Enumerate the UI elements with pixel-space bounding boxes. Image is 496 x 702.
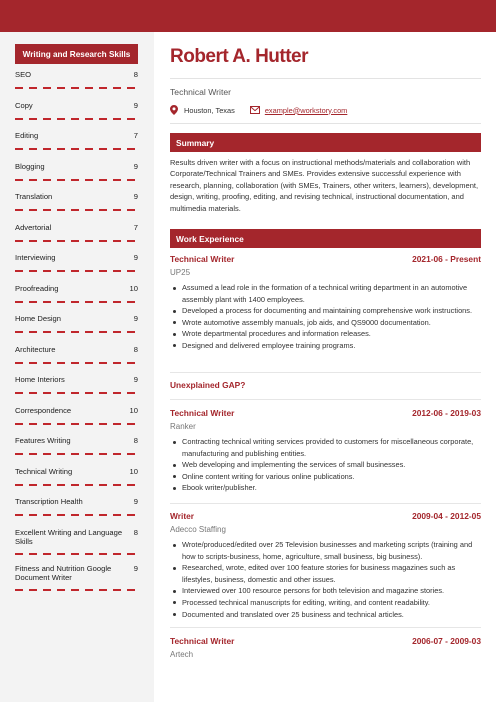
- bullet-item: Wrote automotive assembly manuals, job aids, and QS9000 documentation.: [170, 317, 481, 329]
- skill-score: 9: [133, 253, 138, 262]
- skill-rating-dashes: [15, 148, 138, 150]
- job-dates: 2012-06 - 2019-03: [412, 408, 481, 418]
- skill-name: Home Design: [15, 314, 62, 323]
- divider: [170, 503, 481, 504]
- bullet-item: Contracting technical writing services provided to customers for miscellaneous corporate, manufacturing and publishing entities.: [170, 436, 481, 459]
- skill-score: 9: [133, 192, 138, 201]
- bullet-item: Wrote departmental procedures and information releases.: [170, 328, 481, 340]
- candidate-name: Robert A. Hutter: [170, 46, 309, 67]
- bullet-item: Designed and delivered employee training programs.: [170, 340, 481, 352]
- summary-heading: Summary: [170, 133, 481, 152]
- location-text: Houston, Texas: [184, 105, 235, 115]
- skill-score: 7: [133, 222, 138, 232]
- summary-text: Results driven writer with a focus on instructional methods/materials and collaboration with Corporate/Technical Trainers and SMEs. Provides extensive successful experience with research, planning, collaboration (with SMEs, Trainers, other writers, learners), development, design, writing, proofing, editing, and revising technical, instructional documentation, and multimedia materials.: [170, 158, 479, 213]
- skill-name: Blogging: [15, 161, 45, 171]
- job-dates: 2021-06 - Present: [412, 254, 481, 264]
- skill-item: [15, 310, 138, 341]
- skill-rating-dashes: [15, 331, 138, 333]
- gap-label: Unexplained GAP?: [170, 380, 246, 390]
- skill-rating-dashes: [15, 514, 138, 516]
- job-company: Adecco Staffing: [170, 525, 226, 534]
- skill-name: Excellent Writing and Language Skills: [15, 527, 123, 546]
- skill-score: 8: [133, 436, 138, 445]
- job-entry: [170, 636, 481, 659]
- skill-rating-dashes: [15, 270, 138, 272]
- skill-item: [15, 432, 138, 463]
- skill-score: 10: [129, 405, 138, 415]
- job-title: Technical Writer: [170, 408, 235, 418]
- skill-score: 8: [133, 527, 138, 537]
- skill-score: 10: [129, 283, 138, 293]
- skill-rating-dashes: [15, 553, 138, 555]
- skill-item: [15, 188, 138, 219]
- job-entry: [170, 254, 481, 352]
- divider: [170, 627, 481, 628]
- skill-name: Copy: [15, 100, 33, 110]
- skill-score: 8: [133, 70, 138, 79]
- skill-rating-dashes: [15, 392, 138, 394]
- skill-rating-dashes: [15, 179, 138, 181]
- bullet-item: Interviewed over 100 resource persons for both television and magazine stories.: [170, 585, 481, 597]
- skill-item: [15, 66, 138, 97]
- skill-name: Interviewing: [15, 253, 56, 262]
- skill-name: Proofreading: [15, 283, 59, 293]
- skill-item: [15, 560, 138, 596]
- skill-item: [15, 493, 138, 524]
- skill-name: Translation: [15, 192, 53, 201]
- skill-item: [15, 402, 138, 433]
- skill-score: 9: [133, 375, 138, 384]
- skill-rating-dashes: [15, 240, 138, 242]
- bullet-item: Documented and translated over 25 business and technical articles.: [170, 609, 481, 621]
- skill-name: Architecture: [15, 344, 56, 354]
- skill-score: 9: [133, 314, 138, 323]
- bullet-item: Assumed a lead role in the formation of a technical writing department in an automotive assembly plant with 1400 employees.: [170, 282, 481, 305]
- divider: [170, 123, 481, 124]
- skill-name: Fitness and Nutrition Google Document Writer: [15, 563, 112, 582]
- bullet-item: Web developing and implementing the services of small businesses.: [170, 459, 481, 471]
- skill-name: Features Writing: [15, 436, 71, 445]
- skill-rating-dashes: [15, 453, 138, 455]
- skill-name: Advertorial: [15, 222, 52, 232]
- job-title: Technical Writer: [170, 636, 235, 646]
- skill-rating-dashes: [15, 589, 138, 591]
- skill-item: [15, 219, 138, 250]
- divider: [170, 372, 481, 373]
- skill-name: Transcription Health: [15, 497, 83, 506]
- skill-item: [15, 371, 138, 402]
- skill-rating-dashes: [15, 301, 138, 303]
- location-pin-icon: [170, 105, 178, 115]
- skill-score: 9: [133, 563, 138, 573]
- skills-list: [15, 66, 138, 596]
- job-bullets: [170, 539, 481, 620]
- divider: [170, 78, 481, 79]
- job-title: Technical Writer: [170, 254, 235, 264]
- job-entry: [170, 408, 481, 494]
- candidate-title: Technical Writer: [170, 87, 231, 97]
- skill-name: Editing: [15, 131, 39, 140]
- skills-heading: Writing and Research Skills: [15, 44, 138, 64]
- bullet-item: Developed a process for documenting and maintaining comprehensive work instructions.: [170, 305, 481, 317]
- job-entry: [170, 511, 481, 620]
- skill-score: 10: [129, 466, 138, 476]
- bullet-item: Researched, wrote, edited over 100 feature stories for business magazines such as lifestyles, business, domestic and other issues.: [170, 562, 481, 585]
- skill-item: [15, 249, 138, 280]
- skill-item: [15, 280, 138, 311]
- job-company: UP25: [170, 268, 191, 277]
- bullet-item: Wrote/produced/edited over 25 Television businesses and marketing scripts (training and how to scripts-business, home, agriculture, small business, big business).: [170, 539, 481, 562]
- job-company: Ranker: [170, 422, 196, 431]
- skill-item: [15, 463, 138, 494]
- skill-rating-dashes: [15, 484, 138, 486]
- skill-rating-dashes: [15, 118, 138, 120]
- job-dates: 2006-07 - 2009-03: [412, 636, 481, 646]
- bullet-item: Ebook writer/publisher.: [170, 482, 481, 494]
- divider: [170, 399, 481, 400]
- skill-item: [15, 158, 138, 189]
- skill-rating-dashes: [15, 362, 138, 364]
- skill-score: 9: [133, 161, 138, 171]
- skill-score: 7: [133, 131, 138, 140]
- job-company: Artech: [170, 650, 194, 659]
- skill-name: Home Interiors: [15, 375, 65, 384]
- skill-name: SEO: [15, 70, 32, 79]
- work-experience-heading: Work Experience: [170, 229, 481, 248]
- skill-name: Technical Writing: [15, 466, 73, 476]
- envelope-icon: [250, 106, 260, 114]
- contact-row: [170, 105, 347, 115]
- skill-item: [15, 524, 138, 560]
- skill-item: [15, 127, 138, 158]
- bullet-item: Processed technical manuscripts for editing, writing, and content readability.: [170, 597, 481, 609]
- skill-score: 9: [133, 100, 138, 110]
- job-bullets: [170, 436, 481, 494]
- job-title: Writer: [170, 511, 195, 521]
- skill-score: 9: [133, 497, 138, 506]
- skill-score: 8: [133, 344, 138, 354]
- top-banner: [0, 0, 496, 32]
- job-dates: 2009-04 - 2012-05: [412, 511, 481, 521]
- skill-rating-dashes: [15, 209, 138, 211]
- skill-item: [15, 97, 138, 128]
- skill-rating-dashes: [15, 423, 138, 425]
- email-link[interactable]: example@workstory.com: [264, 105, 348, 115]
- skill-item: [15, 341, 138, 372]
- job-bullets: [170, 282, 481, 352]
- skill-name: Correspondence: [15, 405, 72, 415]
- bullet-item: Online content writing for various online publications.: [170, 471, 481, 483]
- skill-rating-dashes: [15, 87, 138, 89]
